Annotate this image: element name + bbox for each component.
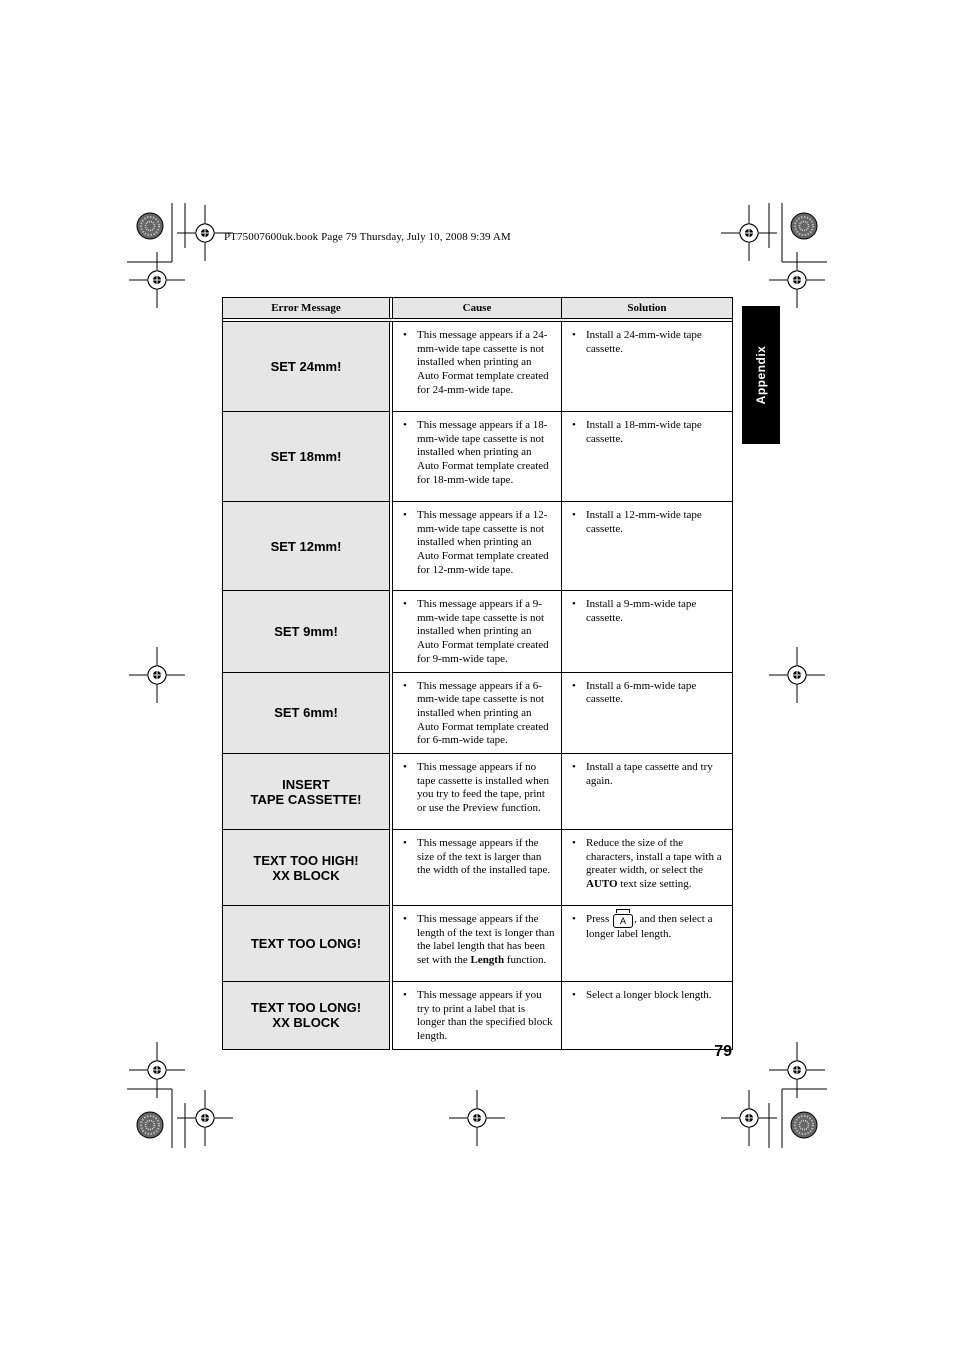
cause-text: This message appears if a 12-mm-wide tape cassette is not installed when printing an Auto Format template created for 12-mm-wide tape. — [417, 509, 549, 576]
error-message-cell — [223, 322, 390, 412]
cause-text: This message appears if the length of the text is longer than the label length that has been set with the — [417, 913, 555, 967]
error-message-text: XX BLOCK — [272, 1015, 340, 1031]
appendix-tab-label: Appendix — [754, 345, 768, 405]
cause-text: This message appears if a 24-mm-wide tape cassette is not installed when printing an Auto Format template created for 24-mm-wide tape. — [417, 329, 549, 396]
cause-cell — [393, 322, 562, 412]
error-message-text: INSERT — [282, 776, 330, 792]
error-message-text: TEXT TOO LONG! — [250, 936, 362, 952]
cause-text: This message appears if a 9-mm-wide tape cassette is not installed when printing an Auto Format template created for 9-mm-wide tape. — [417, 598, 549, 665]
cause-cell — [393, 982, 562, 1050]
cause-text: This message appears if a 18-mm-wide tape cassette is not installed when printing an Auto Format template created for 18-mm-wide tape. — [417, 419, 549, 486]
cause-text: function. — [504, 954, 547, 967]
error-message-cell — [223, 754, 390, 830]
solution-emphasis: AUTO — [586, 878, 618, 891]
error-message-cell — [223, 982, 390, 1050]
cause-cell — [393, 830, 562, 906]
cause-cell — [393, 906, 562, 982]
solution-text: Press — [586, 913, 612, 926]
error-message-text: XX BLOCK — [272, 867, 340, 883]
solution-text: Install a 18-mm-wide tape cassette. — [586, 419, 702, 445]
table-row — [223, 754, 733, 830]
solution-text: Reduce the size of the characters, install a tape with a greater width, or select the — [586, 837, 722, 877]
solution-bullet — [562, 982, 732, 1008]
table-row — [223, 502, 733, 591]
error-message-text: SET 9mm! — [274, 623, 338, 639]
cause-cell — [393, 412, 562, 502]
solution-bullet — [562, 906, 732, 947]
solution-cell — [562, 754, 733, 830]
cause-text: This message appears if you try to print a label that is longer than the specified block length. — [417, 989, 553, 1043]
cause-bullet — [393, 673, 561, 754]
error-message-cell — [223, 412, 390, 502]
solution-text: Install a 9-mm-wide tape cassette. — [586, 598, 697, 624]
error-message-text: SET 6mm! — [274, 705, 338, 721]
header-cause: Cause — [393, 298, 562, 319]
solution-cell — [562, 982, 733, 1050]
table-row — [223, 412, 733, 502]
table-header-row — [223, 298, 733, 319]
solution-bullet — [562, 502, 732, 541]
solution-cell — [562, 591, 733, 673]
solution-text: Install a 24-mm-wide tape cassette. — [586, 329, 702, 355]
table-row — [223, 322, 733, 412]
solution-text: Select a longer block length. — [586, 989, 712, 1002]
cause-emphasis: Length — [470, 954, 505, 967]
solution-text: Install a tape cassette and try again. — [586, 761, 713, 787]
header-error-message: Error Message — [223, 298, 390, 319]
solution-bullet — [562, 830, 732, 897]
cause-cell — [393, 502, 562, 591]
error-message-text: SET 24mm! — [270, 359, 342, 374]
cause-text: This message appears if a 6-mm-wide tape cassette is not installed when printing an Auto Format template created for 6-mm-wide tape. — [417, 679, 549, 747]
table-row — [223, 906, 733, 982]
error-message-table — [222, 297, 733, 1050]
cause-bullet — [393, 502, 561, 583]
cause-bullet — [393, 830, 561, 883]
error-message-text: SET 18mm! — [270, 449, 342, 464]
cause-cell — [393, 672, 562, 754]
cause-bullet — [393, 412, 561, 493]
error-message-cell — [223, 906, 390, 982]
solution-text: , and then select a longer label length. — [586, 913, 713, 941]
solution-cell — [562, 502, 733, 591]
error-message-text: TEXT TOO LONG! — [250, 1000, 362, 1016]
solution-text: text size setting. — [617, 878, 692, 891]
cause-bullet — [393, 982, 561, 1049]
length-key-icon: A — [613, 914, 633, 928]
solution-cell — [562, 412, 733, 502]
solution-cell — [562, 322, 733, 412]
table-row — [223, 591, 733, 673]
header-solution: Solution — [562, 298, 733, 319]
solution-bullet — [562, 322, 732, 361]
error-message-text: SET 12mm! — [270, 538, 342, 554]
error-message-text: TEXT TOO HIGH! — [253, 852, 359, 868]
solution-cell — [562, 906, 733, 982]
solution-text: Install a 6-mm-wide tape cassette. — [586, 679, 697, 706]
page-number: 79 — [714, 1043, 732, 1060]
cause-text: This message appears if the size of the text is larger than the width of the installed tape. — [417, 837, 551, 877]
cause-bullet — [393, 754, 561, 821]
cause-bullet — [393, 591, 561, 672]
cause-text: This message appears if no tape cassette is installed when you try to feed the tape, print or use the Preview function. — [417, 761, 549, 815]
file-header: PT75007600uk.book Page 79 Thursday, July 10, 2008 9:39 AM — [224, 231, 511, 243]
solution-cell — [562, 672, 733, 754]
table-row — [223, 672, 733, 754]
cause-cell — [393, 754, 562, 830]
cause-cell — [393, 591, 562, 673]
error-message-cell — [223, 591, 390, 673]
solution-bullet — [562, 412, 732, 451]
table-row — [223, 982, 733, 1050]
appendix-tab — [742, 306, 780, 444]
error-message-cell — [223, 830, 390, 906]
solution-bullet — [562, 591, 732, 630]
solution-bullet — [562, 754, 732, 793]
solution-bullet — [562, 673, 732, 712]
cause-bullet — [393, 322, 561, 403]
solution-text: Install a 12-mm-wide tape cassette. — [586, 509, 702, 535]
table-row — [223, 830, 733, 906]
error-message-cell — [223, 502, 390, 591]
error-message-text: TAPE CASSETTE! — [250, 791, 362, 807]
solution-cell — [562, 830, 733, 906]
cause-bullet — [393, 906, 561, 973]
error-message-cell — [223, 672, 390, 754]
